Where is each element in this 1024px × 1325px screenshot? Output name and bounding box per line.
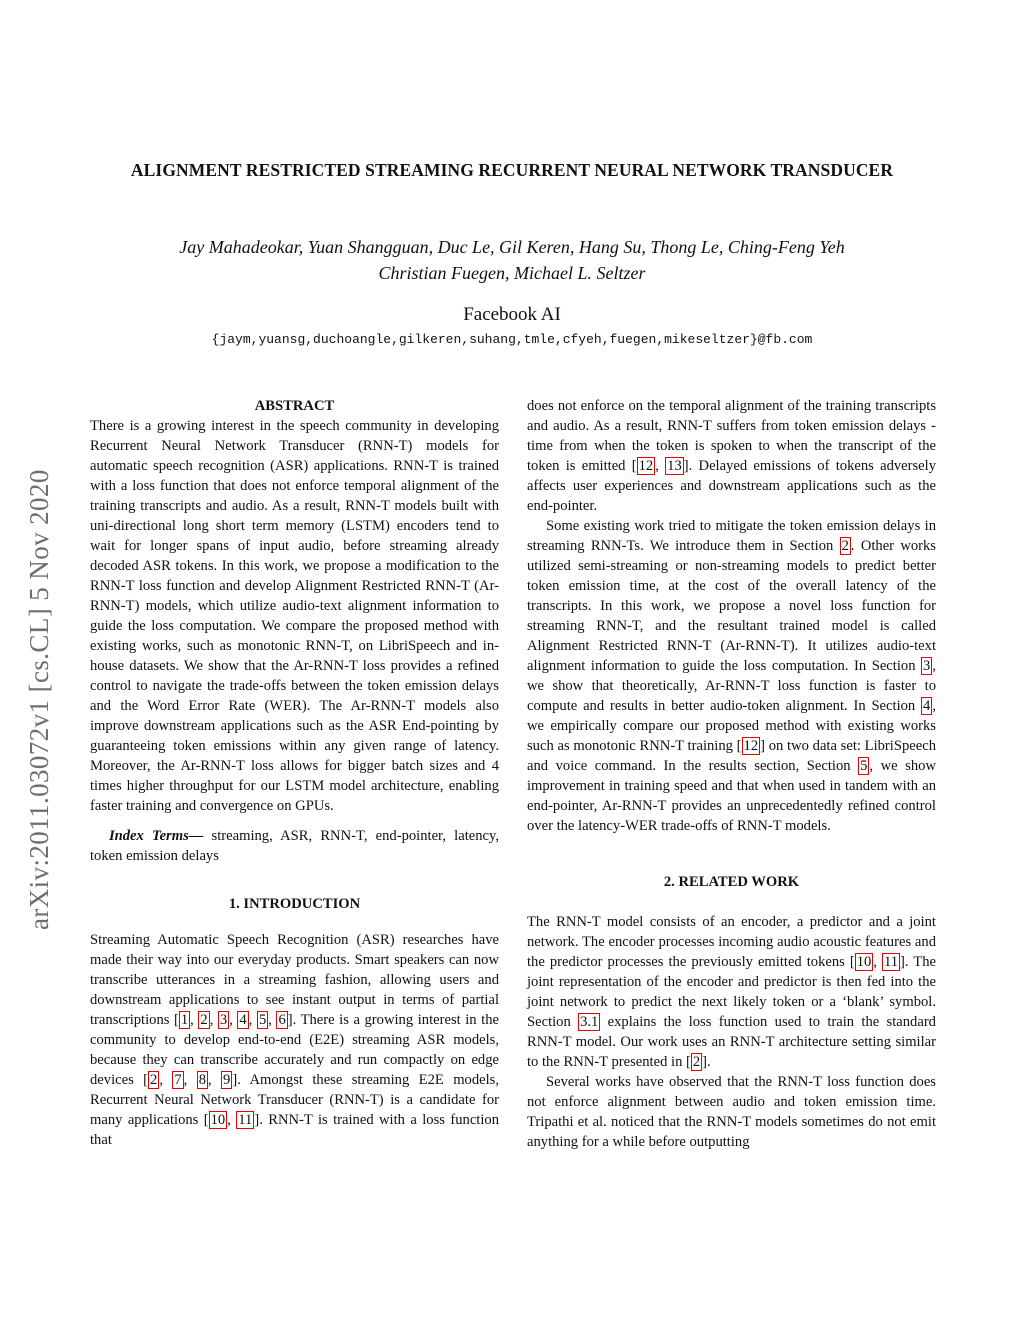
left-column — [90, 396, 499, 1150]
related-p1-text-b: ]. The joint representation of the encoder and predictor is then fed into the joint network to predict the next likely token or a ‘blank’ symbol. Section — [527, 954, 936, 1030]
intro-heading: 1. INTRODUCTION — [228, 896, 361, 912]
intro-continued-paragraph: does not enforce on the temporal alignment of the training transcripts and audio. As a result, RNN-T suffers from token emission delays - time from when the token is spoken to when the transcript of the token is emitted [ 12 , 13 ]. Delayed emissions of tokens adversely affects user experiences and downstream applications such as the end-pointer. — [527, 398, 937, 514]
intro-p2-text-b: . Other works utilized semi-streaming or non-streaming models to predict better token emission time, at the cost of the overall latency of the transcripts. In this work, we propose a novel loss function for streaming RNN-T, and the resultant trained model is called Alignment Restricted RNN-T (Ar-RNN-T). It utilizes audio-text alignment information to guide the loss computation. In Section — [527, 538, 936, 674]
related-p1-text-c: explains the loss function used to train the standard RNN-T model. Our work uses an RNN-T architecture setting similar to the RNN-T presented in [ — [527, 1014, 936, 1070]
intro-cont-text-b: ]. Delayed emissions of tokens adversely affects user experiences and downstream applications such as the end-pointer. — [527, 458, 937, 514]
citation-link[interactable]: 5 — [258, 1012, 267, 1028]
citation-link[interactable]: 10 — [210, 1112, 226, 1128]
affiliation: Facebook AI — [463, 304, 561, 325]
authors-line-2: Christian Fuegen, Michael L. Seltzer — [378, 263, 646, 283]
related-p1-text-d: ]. — [702, 1054, 711, 1070]
intro-p1-text-a: Streaming Automatic Speech Recognition (ASR) researches have made their way into our everyday products. Smart speakers can now transcribe utterances in a streaming fashion, allowing users and downstream applications to see instant output in terms of partial transcriptions [ — [90, 932, 499, 1028]
citation-link[interactable]: 2 — [692, 1054, 701, 1070]
author-list — [110, 234, 914, 286]
intro-p2-text-e: ] on two data set: LibriSpeech and voice command. In the results section, Section — [527, 738, 936, 774]
intro-p1-text-c: ]. Amongst these streaming E2E models, Recurrent Neural Network Transducer (RNN-T) is a candidate for many applications [ — [90, 1072, 499, 1128]
abstract-heading: ABSTRACT — [254, 398, 335, 414]
section-link[interactable]: 2 — [841, 538, 849, 554]
arxiv-margin-stamp: arXiv:2011.03072v1 [cs.CL] 5 Nov 2020 — [24, 469, 54, 930]
citation-link[interactable]: 11 — [238, 1112, 253, 1128]
index-terms-label: Index Terms— — [108, 828, 204, 844]
related-paragraph-2: Several works have observed that the RNN-T loss function does not enforce alignment between audio and token emission time. Tripathi et al. noticed that the RNN-T models sometimes do not emit anything for a while before outputting — [527, 1074, 936, 1150]
right-column — [527, 396, 936, 1152]
author-emails: {jaym,yuansg,duchoangle,gilkeren,suhang,tmle,cfyeh,fuegen,mikeseltzer}@fb.com — [211, 332, 813, 347]
index-terms-text: streaming, ASR, RNN-T, end-pointer, latency, token emission delays — [90, 828, 499, 864]
citation-link[interactable]: 9 — [223, 1072, 231, 1088]
intro-p2-text-a: Some existing work tried to mitigate the token emission delays in streaming RNN-Ts. We introduce them in Section — [527, 518, 936, 554]
citation-link[interactable]: 2 — [150, 1072, 158, 1088]
intro-paragraph-2 — [527, 516, 936, 836]
abstract-text: There is a growing interest in the speech community in developing Recurrent Neural Network Transducer (RNN-T) models for automatic speech recognition (ASR) applications. RNN-T is trained with a loss function that does not enforce temporal alignment of the training transcripts and audio. As a result, RNN-T models built with uni-directional long short term memory (LSTM) encoders tend to wait for longer spans of input audio, before streaming already decoded ASR tokens. In this work, we propose a modification to the RNN-T loss function and develop Alignment Restricted RNN-T (Ar-RNN-T) models, which utilize audio-text alignment information to guide the loss computation. We compare the proposed method with existing works, such as monotonic RNN-T, on LibriSpeech and in-house datasets. We show that the Ar-RNN-T loss provides a refined control to navigate the trade-offs between the token emission delays and the Word Error Rate (WER). The Ar-RNN-T models also improve downstream applications such as the ASR End-pointing by guaranteeing token emissions within any given range of latency. Moreover, the Ar-RNN-T loss allows for bigger batch sizes and 4 times higher throughput for our LSTM model architecture, enabling faster training and convergence on GPUs. — [90, 418, 499, 814]
related-work-heading: 2. RELATED WORK — [663, 874, 800, 890]
intro-p1-text-b: ]. There is a growing interest in the community to develop end-to-end (E2E) streaming ASR models, because they can transcribe accurately and run compactly on edge devices [ — [90, 1012, 499, 1088]
intro-p2-text-c: , we show that theoretically, Ar-RNN-T loss function is faster to compute and results in better audio-token alignment. In Section — [527, 658, 936, 714]
citation-link[interactable]: 11 — [883, 954, 899, 970]
intro-p2-text-d: , we empirically compare our proposed method with existing works such as monotonic RNN-T training [ — [527, 698, 936, 754]
intro-p1-text-d: ]. RNN-T is trained with a loss function that — [90, 1112, 499, 1148]
citation-link[interactable]: 7 — [174, 1072, 182, 1088]
section-link[interactable]: 4 — [923, 698, 931, 714]
citation-link[interactable]: 2 — [200, 1012, 208, 1028]
citation-link[interactable]: 6 — [278, 1012, 286, 1028]
intro-p2-text-f: , we show improvement in training speed and that when used in tandem with an end-pointer, Ar-RNN-T provides an unprecedentedly refined control over the latency-WER trade-offs of RNN-T models. — [527, 758, 936, 834]
citation-link[interactable]: 1 — [180, 1012, 189, 1028]
related-p1-text-a: The RNN-T model consists of an encoder, a predictor and a joint network. The encoder processes incoming audio acoustic features and the predictor processes the previously emitted tokens [ — [527, 914, 936, 970]
citation-link[interactable]: 12 — [743, 738, 759, 754]
intro-paragraph-1: Streaming Automatic Speech Recognition (ASR) researches have made their way into our everyday products. Smart speakers can now transcribe utterances in a streaming fashion, allowing users and downstream applications to see instant output in terms of partial transcriptions [ 1 , 2 , 3 , 4 , 5 , 6 ]. There is a growing interest in the community to develop end-to-end (E2E) streaming ASR models, because they can transcribe accurately and run compactly on edge devices [ 2 , 7 , 8 , 9 ]. Amongst these streaming E2E models, Recurrent Neural Network Transducer (RNN-T) is a candidate for many applications [ 10 , 11 ]. RNN-T is trained with a loss function that — [90, 932, 499, 1148]
section-link[interactable]: 5 — [860, 758, 868, 774]
paper-title: ALIGNMENT RESTRICTED STREAMING RECURRENT NEURAL NETWORK TRANSDUCER — [130, 160, 894, 180]
section-link[interactable]: 3.1 — [580, 1014, 599, 1030]
index-terms — [90, 826, 499, 866]
citation-link[interactable]: 8 — [198, 1072, 206, 1088]
citation-link[interactable]: 4 — [239, 1012, 247, 1028]
citation-link[interactable]: 3 — [219, 1012, 228, 1028]
citation-link[interactable]: 10 — [856, 954, 872, 970]
authors-line-1: Jay Mahadeokar, Yuan Shangguan, Duc Le, Gil Keren, Hang Su, Thong Le, Ching-Feng Yeh — [179, 237, 845, 257]
related-paragraph-1: The RNN-T model consists of an encoder, a predictor and a joint network. The encoder processes incoming audio acoustic features and the predictor processes the previously emitted tokens [ 10 , 11 ]. The joint representation of the encoder and predictor is then fed into the joint network to predict the next likely token or a ‘blank’ symbol. Section 3.1 explains the loss function used to train the standard RNN-T model. Our work uses an RNN-T architecture setting similar to the RNN-T presented in [ 2 ]. — [527, 914, 936, 1070]
citation-link[interactable]: 13 — [667, 458, 682, 474]
intro-cont-text-a: does not enforce on the temporal alignment of the training transcripts and audio. As a result, RNN-T suffers from token emission delays - time from when the token is spoken to when the transcript of the token is emitted [ — [527, 398, 936, 474]
citation-link[interactable]: 12 — [638, 458, 654, 474]
section-link[interactable]: 3 — [923, 658, 931, 674]
